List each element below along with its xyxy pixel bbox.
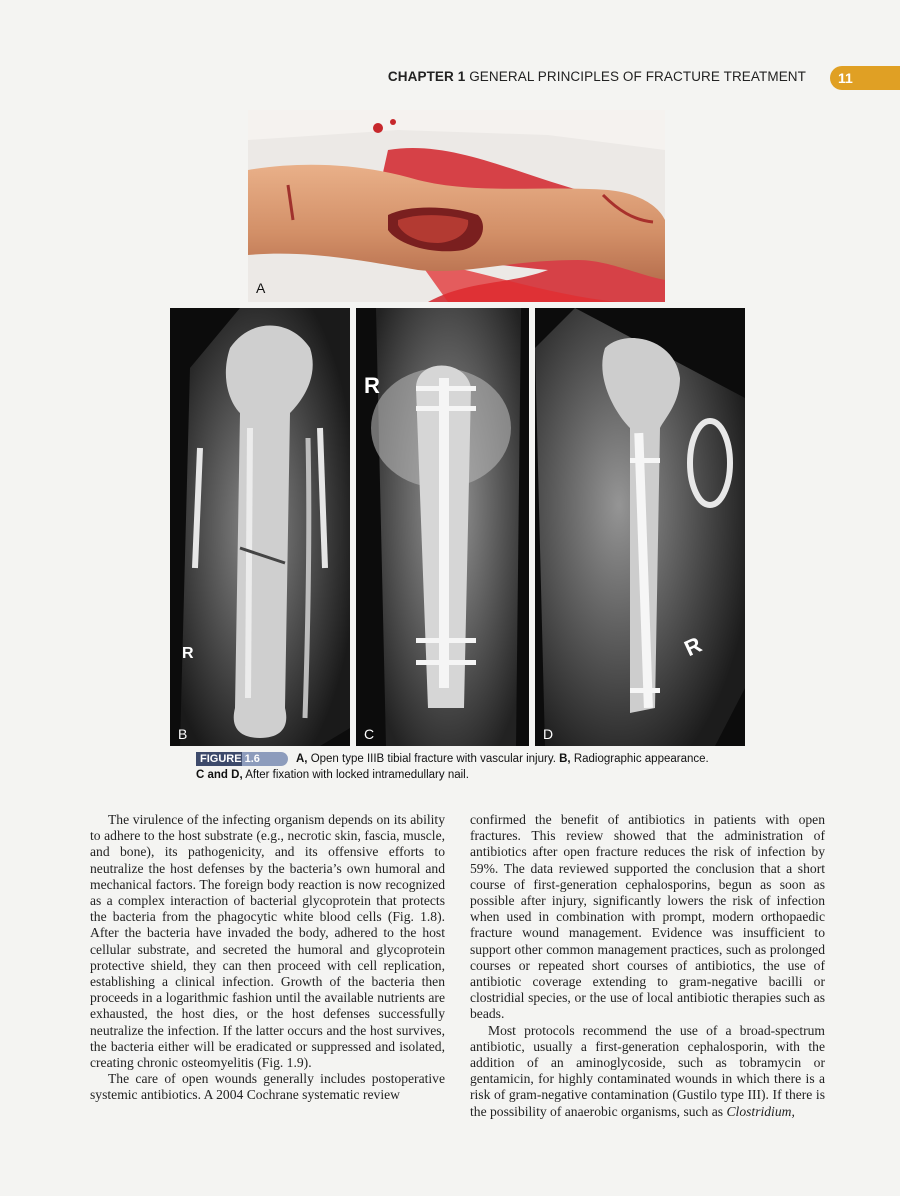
caption-b-text: Radiographic appearance. [570,753,709,766]
caption-cd-text: After fixation with locked intramedullary nail. [242,768,469,781]
figure-caption [196,752,756,783]
caption-a-label: A, [296,753,308,766]
panel-label-c: C [364,726,375,742]
figure-tag [196,752,288,766]
panel-label-b: B [178,726,188,742]
figure-panel-a-photo [248,110,665,302]
body-paragraph [470,1023,825,1120]
body-paragraph: The care of open wounds generally includes postoperative systemic antibiotics. A 2004 Cochrane systematic review [90,1071,445,1103]
body-text: Most protocols recommend the use of a broad-spectrum antibiotic, usually a first-generation cephalosporin, with the addition of an aminoglycoside, such as tobramycin or gentamicin, for highly contaminated wounds in which there is a risk of gram-negative contamination (Gustilo type III). If there is the possibility of anaerobic organisms, such as [470,1022,825,1119]
panel-label-a: A [256,280,266,296]
figure-panel-c-xray [356,308,529,746]
figure-panel-b-xray [170,308,350,746]
chapter-title: GENERAL PRINCIPLES OF FRACTURE TREATMENT [469,69,806,84]
running-header [0,66,900,90]
panel-label-d: D [543,726,554,742]
xray-side-marker-b: R [182,645,194,662]
chapter-label: CHAPTER 1 [387,69,466,84]
nail-fixation-xray-ap [356,308,529,746]
caption-b-label: B, [559,753,571,766]
organism-name: Clostridium, [726,1103,795,1119]
chapter-heading [388,69,806,84]
nail-fixation-xray-lateral [535,308,745,746]
body-column-right [470,812,825,1120]
caption-a-text: Open type IIIB tibial fracture with vascular injury. [307,753,560,766]
xray-side-marker-c: R [364,373,380,398]
body-column-left [90,812,445,1104]
xray-side-marker-d: R [680,631,706,662]
body-paragraph: The virulence of the infecting organism depends on its ability to adhere to the host substrate (e.g., necrotic skin, fascia, muscle, and bone), its pathogenicity, and its offensive efforts to neutralize the host defenses by the bacteria’s own humoral and mechanical factors. The foreign body reaction is now recognized as a complex interaction of bacterial glycoprotein that protects the bacteria from the phagocytic white blood cells (Fig. 1.8). After the bacteria have invaded the body, adhered to the host cellular substrate, and secreted the humoral and glycoprotein protective shield, they can then proceed with cell replication, establishing a clinical infection. Growth of the bacteria then proceeds in a logarithmic fashion until the available nutrients are exhausted, the host dies, or the host defenses successfully neutralize the infection. If the latter occurs and the host survives, the bacteria either will be eradicated or suppressed and isolated, creating chronic osteomyelitis (Fig. 1.9). [90,812,445,1071]
figure-tag-number: 1.6 [244,753,260,765]
figure-tag-label: FIGURE [200,753,242,765]
body-paragraph: confirmed the benefit of antibiotics in patients with open fractures. This review showed that the administration of antibiotics after open fracture reduces the risk of infection by 59%. The data reviewed supported the conclusion that a short course of first-generation cephalosporins, begun as soon as possible after injury, significantly lowers the risk of infection when used in combination with prompt, modern orthopaedic fracture wound management. Evidence was insufficient to support other common management practices, such as prolonged courses or repeated short courses of antibiotics, the use of antibiotic coverage extending to gram-negative bacilli or clostridial species, or the use of local antibiotic therapies such as beads. [470,812,825,1022]
page-number: 11 [830,66,900,90]
figure-panel-d-xray [535,308,745,746]
caption-cd-label: C and D, [196,768,243,781]
tibia-fracture-xray [170,308,350,746]
leg-wound-illustration [248,110,665,302]
